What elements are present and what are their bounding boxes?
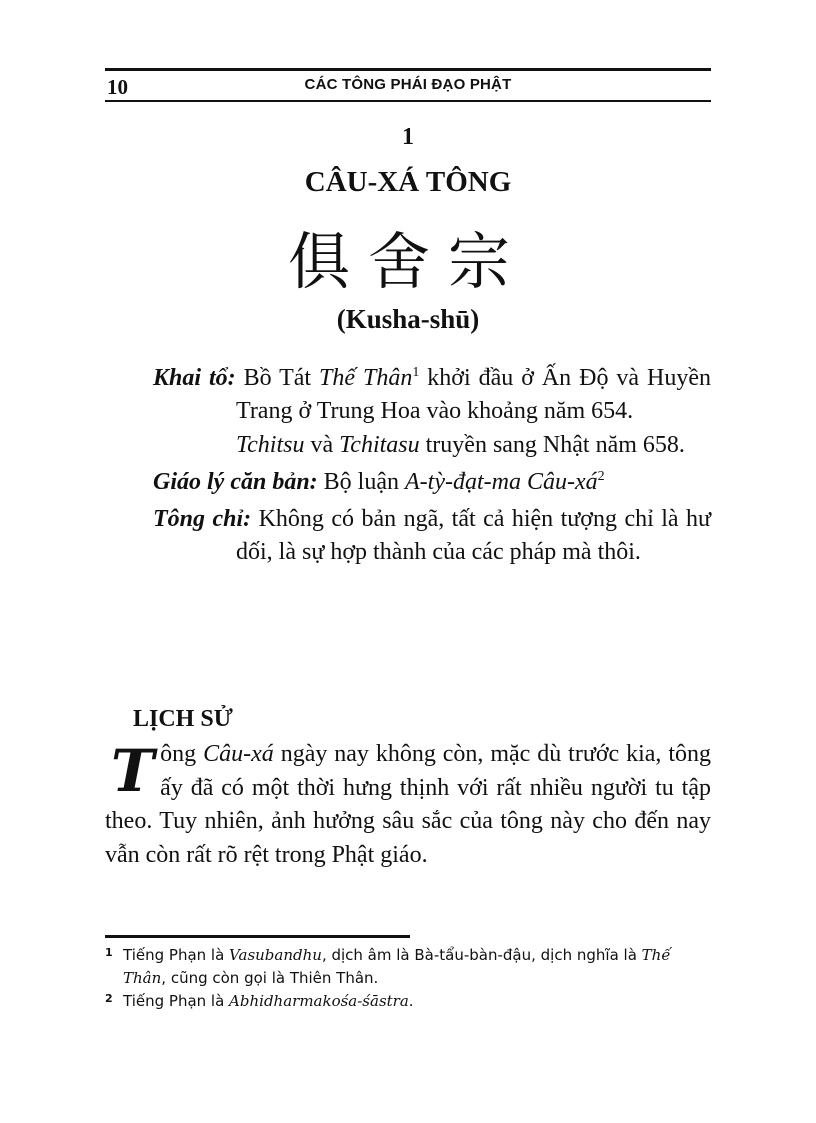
- footnote-mark: 2: [105, 992, 113, 1005]
- founder-japan-text: truyền sang Nhật năm 658.: [419, 431, 685, 458]
- footnote-divider: [105, 935, 410, 938]
- history-text-1: ông: [160, 741, 204, 767]
- chapter-number: 1: [402, 124, 414, 150]
- doctrine-label: Giáo lý căn bản:: [153, 468, 318, 495]
- tenet-label: Tông chỉ:: [153, 506, 252, 533]
- doctrine-text: Bộ luận: [317, 468, 405, 495]
- running-header: [105, 68, 711, 102]
- footnotes: [105, 944, 711, 1013]
- doctrine-treatise-italic: A-tỳ-đạt-ma Câu-xá: [405, 468, 598, 495]
- drop-cap: T: [111, 737, 155, 805]
- footnote-1-sanskrit: Vasubandhu: [229, 946, 322, 964]
- school-info-block: [153, 362, 711, 574]
- doctrine-paragraph: [153, 466, 711, 499]
- history-text-2: ngày nay không còn, mặc dù trước kia, tông ấy đã có một thời hưng thịnh với rất nhiều người tu tập theo. Tuy nhiên, ảnh hưởng sâu sắc của tông này cho đến nay vẫn còn rất rõ rệt trong Phật giáo.: [105, 741, 712, 868]
- founder-label: Khai tổ:: [153, 365, 236, 391]
- founder-japan-name-1: Tchitsu: [236, 431, 305, 458]
- chapter-romanized-title: (Kusha-shū): [336, 304, 480, 334]
- history-heading: LỊCH SỬ: [133, 706, 233, 732]
- footnote-1-c: , dịch âm là Bà-tẩu-bàn-đậu, dịch nghĩa là: [321, 946, 642, 964]
- page-number: 10: [107, 75, 128, 99]
- founder-japan-and: và: [304, 431, 340, 458]
- history-school-italic: Câu-xá: [203, 741, 274, 767]
- founder-text-1: Bồ Tát: [235, 365, 320, 391]
- running-title: CÁC TÔNG PHÁI ĐẠO PHẬT: [304, 76, 512, 93]
- tenet-text: Không có bản ngã, tất cả hiện tượng chỉ là hư dối, là sự hợp thành của các pháp mà thôi.: [236, 506, 711, 566]
- founder-text-2: khởi đầu ở Ấn Độ và Huyền Trang ở Trung Hoa vào khoảng năm 654.: [236, 365, 711, 425]
- founder-entry: [153, 362, 711, 462]
- history-paragraph: [105, 738, 711, 872]
- footnote-1-e: , cũng còn gọi là Thiên Thân.: [161, 969, 379, 987]
- founder-japan-paragraph: [153, 429, 711, 462]
- tenet-entry: [153, 503, 711, 570]
- footnote-2-c: .: [408, 992, 414, 1010]
- chapter-title: CÂU-XÁ TÔNG: [304, 166, 512, 198]
- footnote-ref-1[interactable]: 1: [412, 365, 420, 380]
- chapter-han-characters: 俱舍宗: [287, 225, 528, 298]
- tenet-paragraph: [153, 503, 711, 570]
- founder-japan-name-2: Tchitasu: [339, 431, 420, 458]
- footnote-2: [105, 990, 711, 1013]
- footnote-mark: 1: [105, 946, 113, 959]
- footnote-2-a: Tiếng Phạn là: [123, 992, 230, 1010]
- footnote-1-a: Tiếng Phạn là: [123, 946, 230, 964]
- founder-name-italic: Thế Thân: [319, 365, 413, 391]
- footnote-text: [123, 944, 711, 990]
- footnote-text: [123, 990, 711, 1013]
- footnote-2-sanskrit: Abhidharmakośa-śāstra: [229, 992, 409, 1010]
- footnote-ref-2[interactable]: 2: [597, 468, 605, 484]
- doctrine-entry: [153, 466, 711, 499]
- founder-paragraph: [153, 362, 711, 429]
- footnote-1: [105, 944, 711, 990]
- footnote-1-meaning: Thế Thân: [123, 946, 671, 987]
